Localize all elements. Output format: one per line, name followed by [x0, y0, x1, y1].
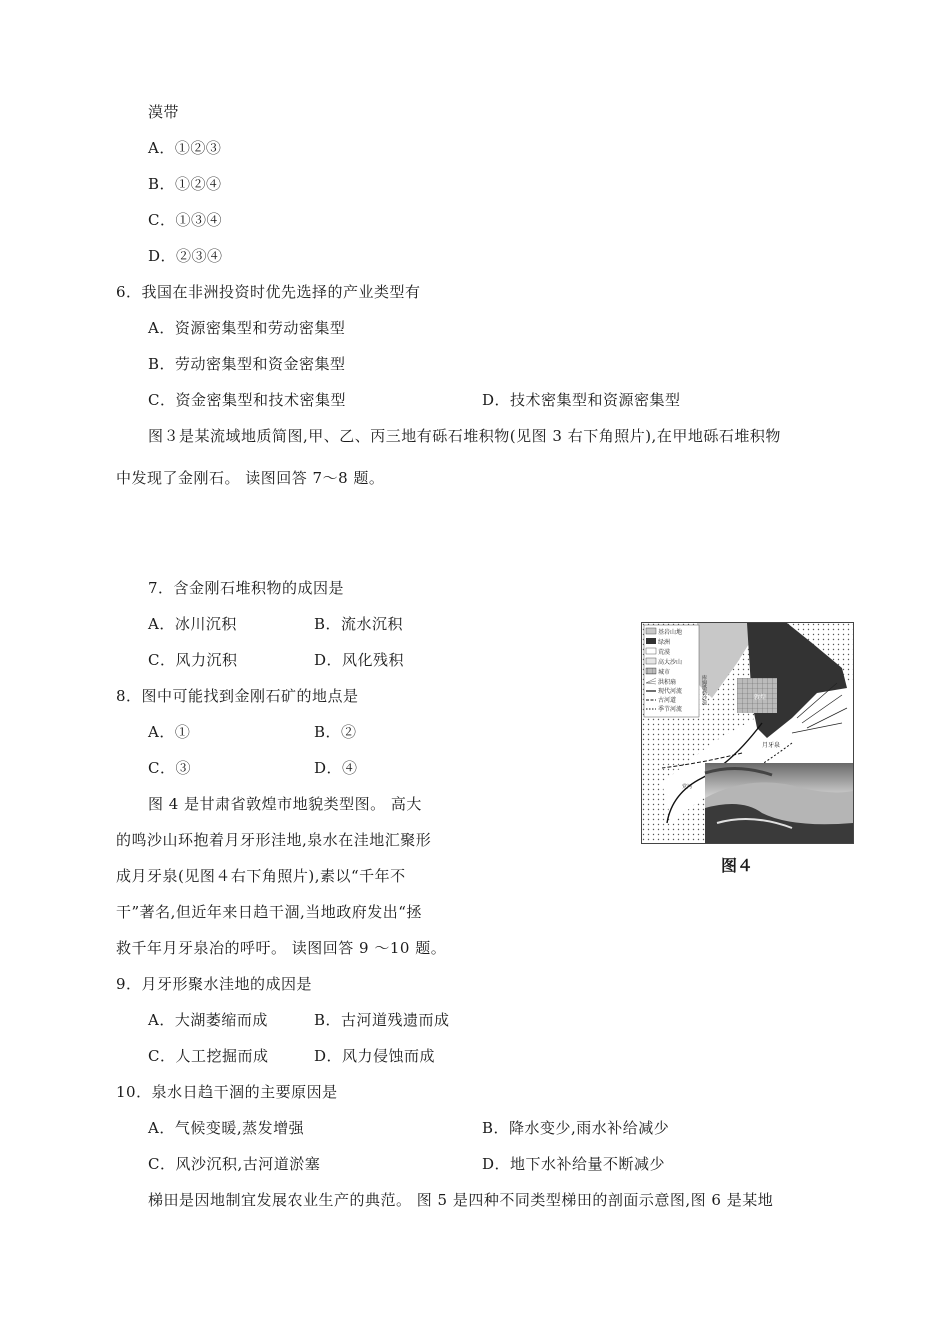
q8-option-a: A．①: [148, 723, 191, 741]
fig4-intro-line1: 图 4 是甘肃省敦煌市地貌类型图。 高大: [148, 795, 422, 813]
legend-city: 城市: [658, 669, 671, 676]
q10-option-c: C．风沙沉积,古河道淤塞: [148, 1155, 321, 1173]
fig3-intro-line1: 图３是某流域地质简图,甲、乙、丙三地有砾石堆积物(见图 3 右下角照片),在甲地砾石堆积物: [148, 427, 781, 445]
q6-option-b: B．劳动密集型和资金密集型: [148, 355, 346, 373]
fig4-intro-line2: 的鸣沙山环抱着月牙形洼地,泉水在洼地汇聚形: [116, 831, 432, 849]
q7-option-d: D．风化残积: [314, 651, 405, 669]
q5-option-continuation: 漠带: [148, 103, 180, 121]
q7-option-c: C．风力沉积: [148, 651, 238, 669]
q10-option-a: A．气候变暖,蒸发增强: [148, 1119, 305, 1137]
legend-seasonal-river: 季节河流: [658, 706, 683, 713]
legend-swatch-city: [646, 668, 656, 674]
legend-oasis: 绿洲: [658, 639, 671, 646]
legend-swatch-desert: [646, 648, 656, 654]
fig3-intro-line2: 中发现了金刚石。 读图回答 7～8 题。: [116, 469, 385, 487]
fig4-intro-line3: 成月牙泉(见图４右下角照片),素以“千年不: [116, 867, 406, 885]
q9-option-c: C．人工挖掘而成: [148, 1047, 269, 1065]
q7-option-b: B．流水沉积: [314, 615, 404, 633]
question-9: 9．月牙形聚水洼地的成因是: [116, 975, 313, 993]
legend-swatch-oasis: [646, 638, 656, 644]
q8-option-c: C．③: [148, 759, 191, 777]
legend-swatch-dune: [646, 658, 656, 664]
question-8: 8．图中可能找到金刚石矿的地点是: [116, 687, 359, 705]
fig5-intro-line1: 梯田是因地制宜发展农业生产的典范。 图 5 是四种不同类型梯田的剖面示意图,图 6 是某地: [148, 1191, 774, 1209]
q6-option-d: D．技术密集型和资源密集型: [482, 391, 681, 409]
q7-option-a: A．冰川沉积: [148, 615, 237, 633]
q8-option-d: D．④: [314, 759, 358, 777]
legend-fan: 洪积扇: [658, 679, 677, 686]
q9-option-b: B．古河道残遗而成: [314, 1011, 450, 1029]
q10-option-b: B．降水变少,雨水补给减少: [482, 1119, 670, 1137]
dune-range-label: 库姆塔格沙漠: [701, 675, 707, 705]
q5-option-d: D．②③④: [148, 247, 223, 265]
city-label: 敦煌: [754, 694, 767, 701]
legend-bedrock: 基岩山地: [658, 629, 683, 636]
figure-4-map: [641, 622, 854, 844]
q5-option-c: C．①③④: [148, 211, 222, 229]
fig4-intro-line5: 救千年月牙泉冶的呼吁。 读图回答 9 ～10 题。: [116, 939, 447, 957]
map-legend: [644, 625, 699, 717]
legend-modern-river: 现代河流: [658, 688, 683, 695]
crescent-spring-photo: [705, 763, 853, 843]
legend-swatch-bedrock: [646, 628, 656, 634]
q5-option-b: B．①②④: [148, 175, 222, 193]
spring-label: 月牙泉: [762, 742, 781, 749]
q6-option-a: A．资源密集型和劳动密集型: [148, 319, 346, 337]
q8-option-b: B．②: [314, 723, 357, 741]
q6-option-c: C．资金密集型和技术密集型: [148, 391, 346, 409]
question-6: 6．我国在非洲投资时优先选择的产业类型有: [116, 283, 421, 301]
q10-option-d: D．地下水补给量不断减少: [482, 1155, 666, 1173]
legend-ancient-river: 古河道: [658, 697, 677, 704]
legend-dune: 高大沙山: [658, 659, 683, 666]
fig4-intro-line4: 干”著名,但近年来日趋干涸,当地政府发出“拯: [116, 903, 422, 921]
question-10: 10．泉水日趋干涸的主要原因是: [116, 1083, 338, 1101]
legend-desert: 荒漠: [658, 649, 671, 656]
river-label: 党河: [682, 784, 693, 790]
landform-map: [642, 623, 853, 843]
question-7: 7．含金刚石堆积物的成因是: [148, 579, 345, 597]
q5-option-a: A．①②③: [148, 139, 222, 157]
q9-option-d: D．风力侵蚀而成: [314, 1047, 436, 1065]
q9-option-a: A．大湖萎缩而成: [148, 1011, 268, 1029]
figure-4-caption: 图４: [721, 856, 754, 875]
